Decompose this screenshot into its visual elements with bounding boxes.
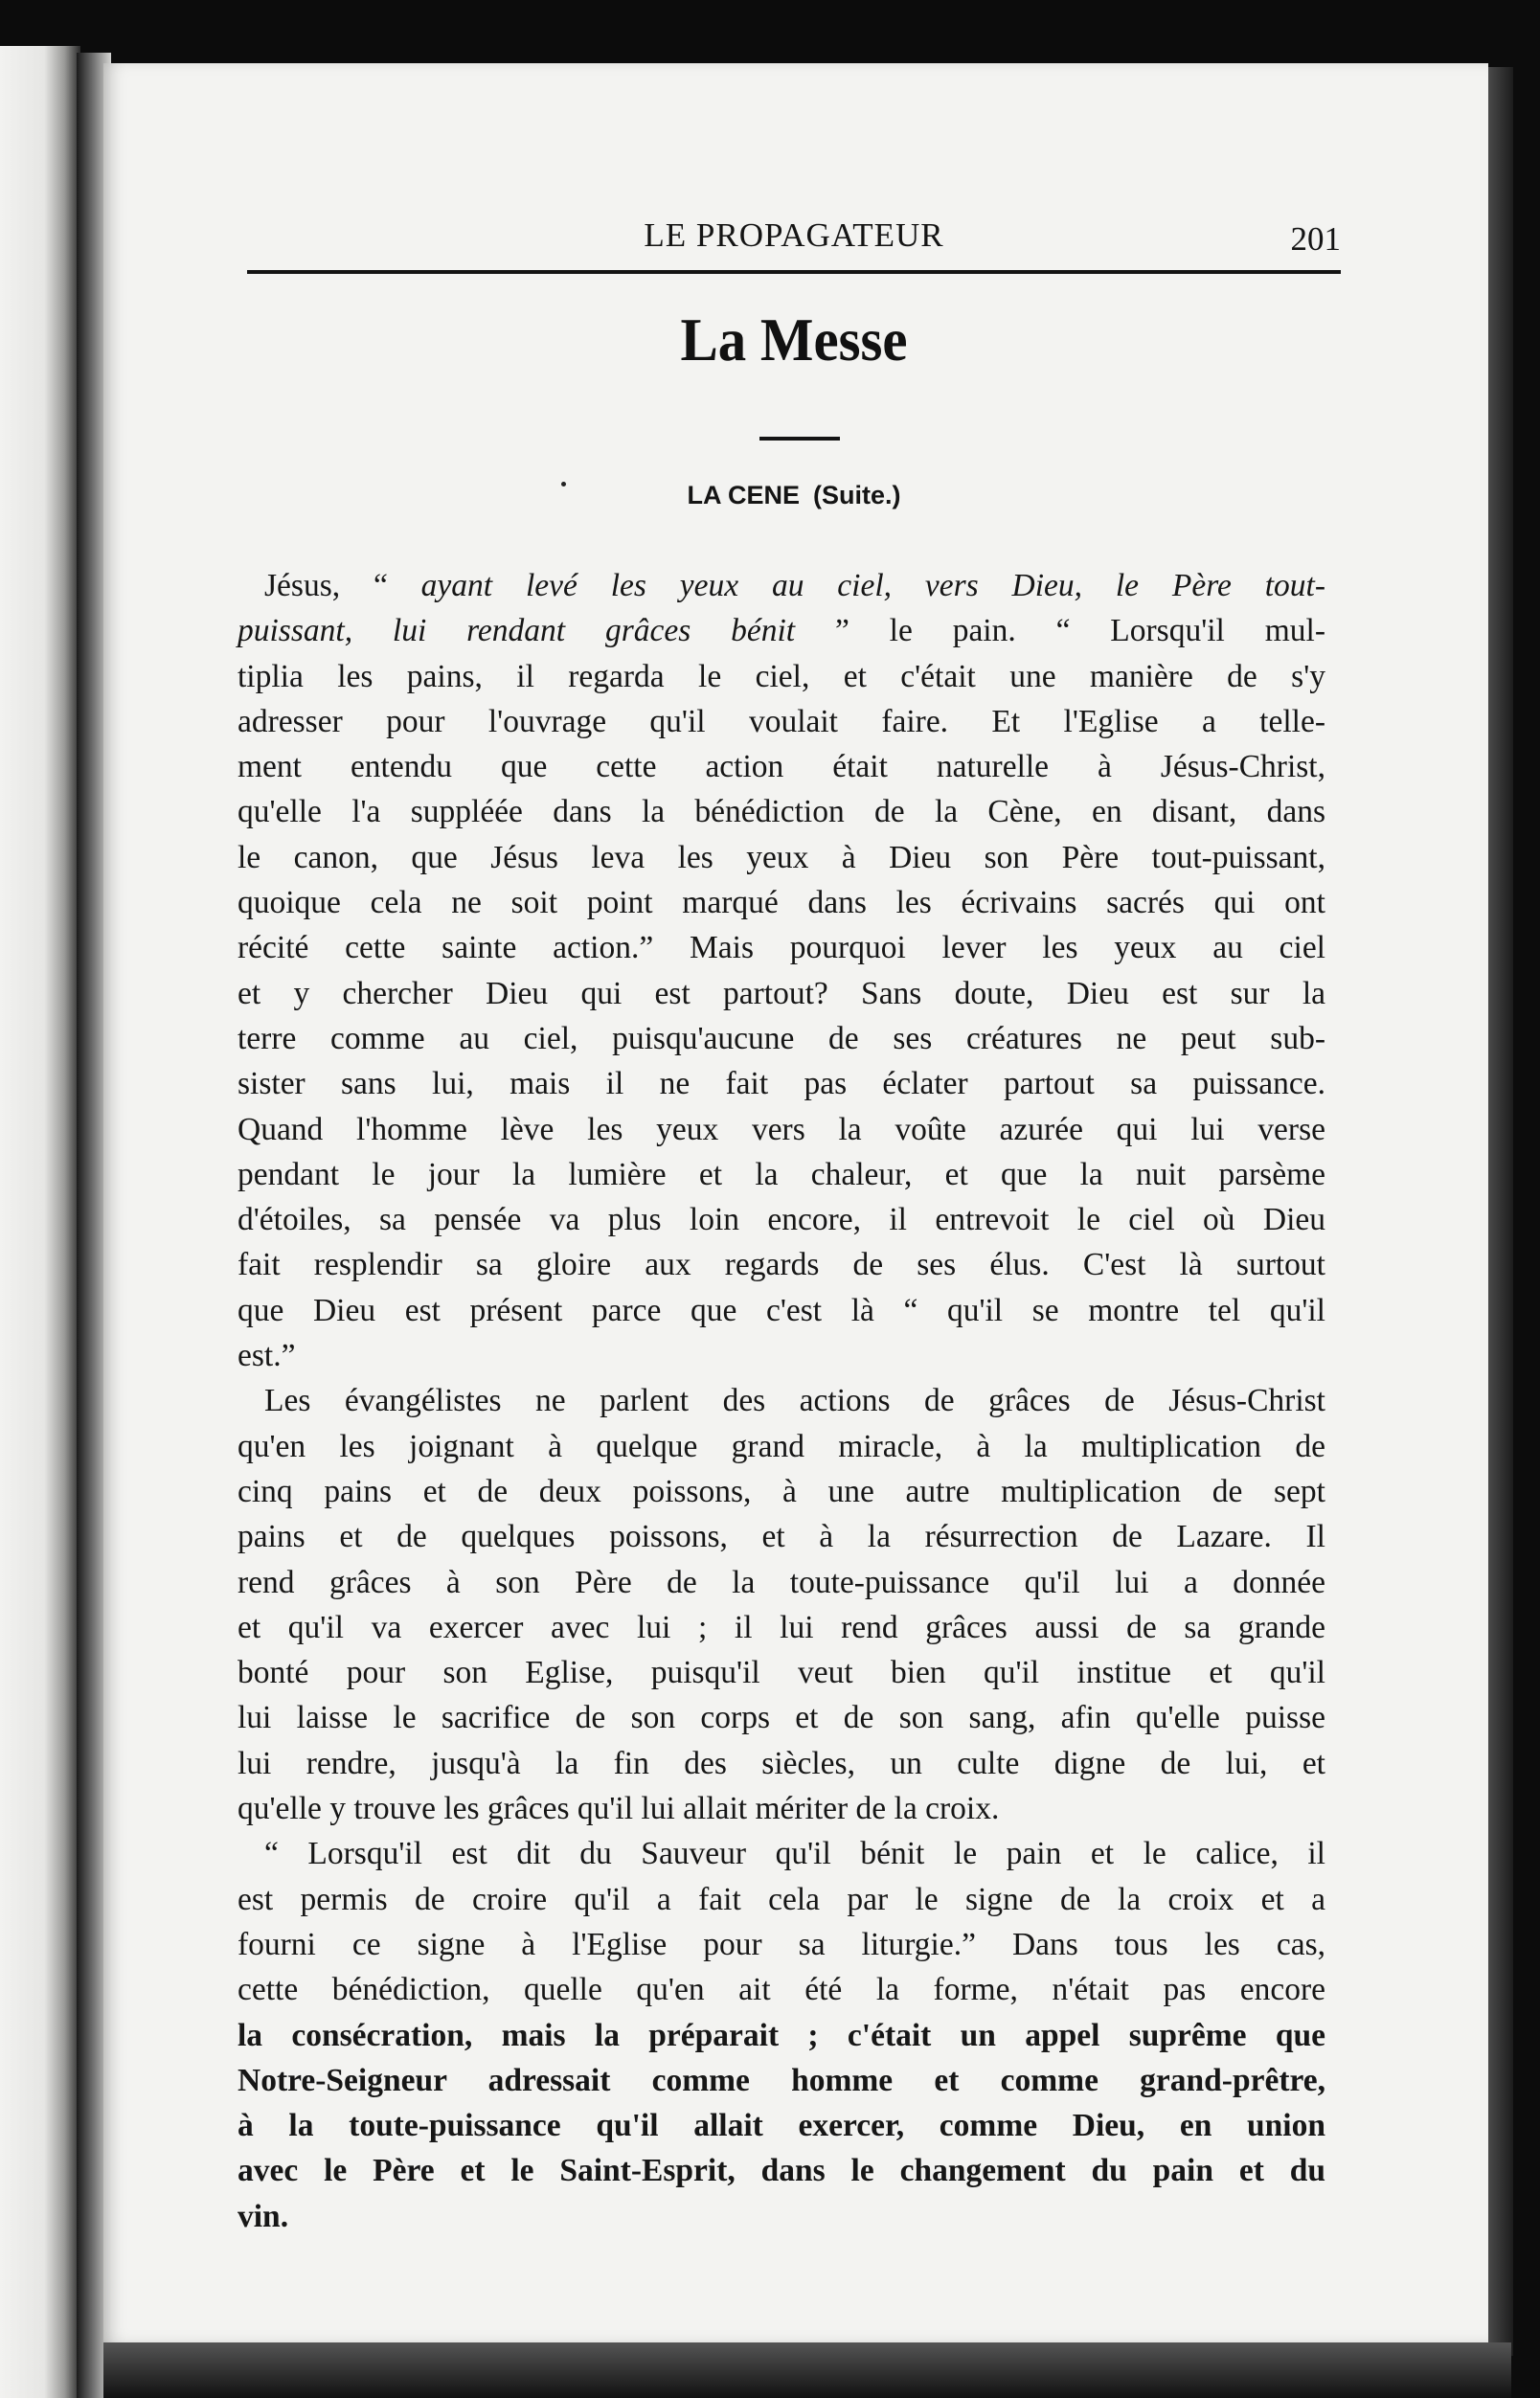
section-heading <box>247 481 1341 510</box>
page-edge-shadow <box>1488 67 1513 2356</box>
text-line: le canon, que Jésus leva les yeux à Dieu son Père tout-puissant, <box>238 839 1325 875</box>
text-line: qu'elle l'a suppléée dans la bénédiction de la Cène, en disant, dans <box>238 794 1325 830</box>
page-bottom-shadow <box>103 2342 1511 2398</box>
text-line: terre comme au ciel, puisqu'aucune de ses créatures ne peut sub- <box>238 1020 1325 1056</box>
header-rule <box>247 270 1341 274</box>
paragraph-2 <box>238 1378 1325 1831</box>
text-line: bonté pour son Eglise, puisqu'il veut bien qu'il institue et qu'il <box>238 1655 1325 1691</box>
text-line: lui laisse le sacrifice de son corps et de son sang, afin qu'elle puisse <box>238 1700 1325 1736</box>
text-line: Quand l'homme lève les yeux vers la voûte azurée qui lui verse <box>238 1111 1325 1147</box>
section-heading-text: LA CENE <box>687 481 800 509</box>
text-line: puissant, lui rendant grâces bénit ” le pain. “ Lorsqu'il mul- <box>238 613 1325 649</box>
text-line: est permis de croire qu'il a fait cela par le signe de la croix et a <box>238 1881 1325 1917</box>
text-line: Notre-Seigneur adressait comme homme et comme grand-prêtre, <box>238 2062 1325 2098</box>
text-line: lui rendre, jusqu'à la fin des siècles, un culte digne de lui, et <box>238 1745 1325 1781</box>
text-line: fourni ce signe à l'Eglise pour sa liturgie.” Dans tous les cas, <box>238 1926 1325 1962</box>
facing-page-edge <box>0 46 80 2398</box>
text-line: tiplia les pains, il regarda le ciel, et c'était une manière de s'y <box>238 658 1325 694</box>
text-line: pendant le jour la lumière et la chaleur, et que la nuit parsème <box>238 1156 1325 1192</box>
paragraph-3 <box>238 1831 1325 2239</box>
running-header <box>247 216 1341 264</box>
article-body <box>238 563 1325 2239</box>
article-title: La Messe <box>680 305 908 373</box>
text-line: rend grâces à son Père de la toute-puissance qu'il lui a donnée <box>238 1564 1325 1600</box>
text-line: qu'en les joignant à quelque grand miracle, à la multiplication de <box>238 1428 1325 1464</box>
text-line: Les évangélistes ne parlent des actions de grâces de Jésus-Christ <box>264 1383 1325 1419</box>
text-line: d'étoiles, sa pensée va plus loin encore, il entrevoit le ciel où Dieu <box>238 1202 1325 1238</box>
text-line: sister sans lui, mais il ne fait pas éclater partout sa puissance. <box>238 1066 1325 1102</box>
text-line: récité cette sainte action.” Mais pourquoi lever les yeux au ciel <box>238 930 1325 966</box>
journal-name: LE PROPAGATEUR <box>644 216 944 254</box>
text-line: la consécration, mais la préparait ; c'était un appel suprême que <box>238 2017 1325 2053</box>
text-line: quoique cela ne soit point marqué dans les écrivains sacrés qui ont <box>238 885 1325 921</box>
text-line: ment entendu que cette action était naturelle à Jésus-Christ, <box>238 749 1325 785</box>
text-line: et qu'il va exercer avec lui ; il lui rend grâces aussi de sa grande <box>238 1609 1325 1645</box>
page-number: 201 <box>1290 220 1341 258</box>
text-line: “ Lorsqu'il est dit du Sauveur qu'il bénit le pain et le calice, il <box>264 1836 1325 1872</box>
text-line: cinq pains et de deux poissons, à une autre multiplication de sept <box>238 1473 1325 1509</box>
title-rule <box>759 437 840 441</box>
text-line: cette bénédiction, quelle qu'en ait été la forme, n'était pas encore <box>238 1972 1325 2008</box>
text-line: adresser pour l'ouvrage qu'il voulait faire. Et l'Eglise a telle- <box>238 703 1325 739</box>
text-line: et y chercher Dieu qui est partout? Sans doute, Dieu est sur la <box>238 975 1325 1011</box>
text-line: à la toute-puissance qu'il allait exercer, comme Dieu, en union <box>238 2108 1325 2144</box>
italic-quote: puissant, lui rendant grâces bénit <box>238 613 796 649</box>
text-line: Jésus, “ ayant levé les yeux au ciel, vers Dieu, le Père tout- <box>264 568 1325 603</box>
text-line: vin. <box>238 2198 289 2234</box>
italic-quote: ayant levé les yeux au ciel, vers Dieu, le Père tout- <box>420 568 1325 603</box>
text-line: que Dieu est présent parce que c'est là “ qu'il se montre tel qu'il <box>238 1292 1325 1328</box>
text-line: pains et de quelques poissons, et à la résurrection de Lazare. Il <box>238 1519 1325 1555</box>
text-line: avec le Père et le Saint-Esprit, dans le changement du pain et du <box>238 2153 1325 2189</box>
text-line: qu'elle y trouve les grâces qu'il lui allait mériter de la croix. <box>238 1791 1000 1827</box>
paragraph-1 <box>238 563 1325 1378</box>
section-note: (Suite.) <box>813 481 901 509</box>
text-line: est.” <box>238 1338 296 1374</box>
text-line: fait resplendir sa gloire aux regards de ses élus. C'est là surtout <box>238 1247 1325 1283</box>
